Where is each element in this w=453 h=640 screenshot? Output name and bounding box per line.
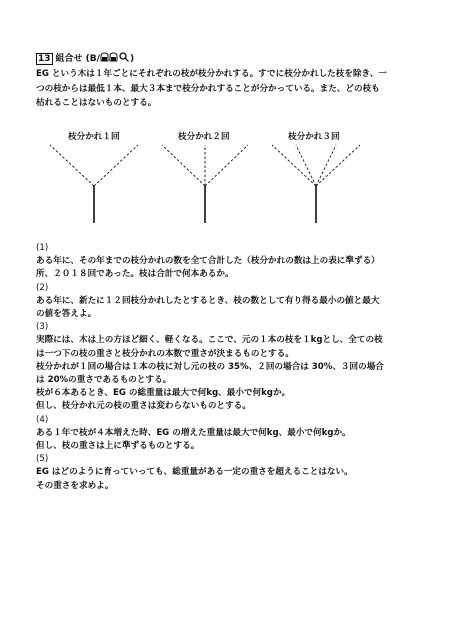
problem-header <box>36 52 134 65</box>
question-5-number: (5) <box>36 454 49 465</box>
question-3-number: (3) <box>36 322 49 333</box>
tree-two-branchings <box>162 145 248 223</box>
question-4-number: (4) <box>36 414 49 425</box>
question-3-line: 実際には、木は上の方ほど細く、軽くなる。ここで、元の１本の枝を１kgとし、全ての枝 <box>36 335 383 346</box>
diagram-label-1: 枝分かれ１回 <box>68 132 120 142</box>
question-3-line: 枝が６本あるとき、EG の総重量は最大で何kg、最小で何kgか。 <box>36 388 291 399</box>
branch-figures <box>36 125 421 235</box>
question-3-line: は一つ下の枝の重さと枝分かれの本数で重さが決まるものとする。 <box>36 348 294 359</box>
question-2-line: ある年に、新たに１２回枝分かれしたとするとき、枝の数として有り得る最小の値と最大 <box>36 295 380 306</box>
question-4-line: 但し、枝の重さは上に準ずるものとする。 <box>36 441 200 452</box>
intro-text <box>36 67 421 111</box>
rice-ball-icon <box>110 53 117 61</box>
rice-ball-icon <box>101 53 108 61</box>
diagram-label-3: 枝分かれ３回 <box>288 132 340 142</box>
intro-line: つの枝からは最低１本、最大３本まで枝分かれすることが分かっている。また、どの枝も <box>36 83 380 94</box>
question-5-line: その重さを求めよ。 <box>36 480 114 491</box>
question-5-line: EG はどのように育っていっても、総重量がある一定の重さを超えることはない。 <box>36 467 353 478</box>
question-1-number: (1) <box>36 243 49 253</box>
problem-title: 組合せ (B/ <box>55 54 100 64</box>
question-3-line: は 20%の重さであるものとする。 <box>36 375 172 386</box>
question-1-line: 所、２０１８回であった。枝は合計で何本あるか。 <box>36 269 234 280</box>
magnifier-icon <box>120 53 129 62</box>
diagram-label-2: 枝分かれ２回 <box>178 132 230 142</box>
question-3-line: 枝分かれが１回の場合は１本の枝に対し元の枝の 35%、２回の場合は 30%、３回の場合 <box>36 361 384 372</box>
question-list <box>36 242 421 493</box>
branching-diagram <box>36 125 421 235</box>
difficulty-icons <box>100 52 130 62</box>
question-2-line: の値を答えよ。 <box>36 309 97 320</box>
question-4-line: ある１年で枝が４本増えた時、EG の増えた重量は最大で何kg、最小で何kgか。 <box>36 427 351 438</box>
problem-title-end: ) <box>129 54 135 64</box>
intro-line: 枯れることはないものとする。 <box>36 98 157 108</box>
question-2-number: (2) <box>36 282 49 293</box>
question-1-line: ある年に、その年までの枝分かれの数を全て合計した（枝分かれの数は上の表に準ずる） <box>36 256 380 267</box>
tree-one-branching <box>50 145 138 223</box>
tree-three-branchings <box>272 145 360 223</box>
problem-number: 13 <box>38 54 51 64</box>
question-3-line: 但し、枝分かれ元の枝の重さは変わらないものとする。 <box>36 401 251 412</box>
intro-line: EG という木は１年ごとにそれぞれの枝が枝分かれする。すでに枝分かれした枝を除き、一 <box>36 69 387 79</box>
